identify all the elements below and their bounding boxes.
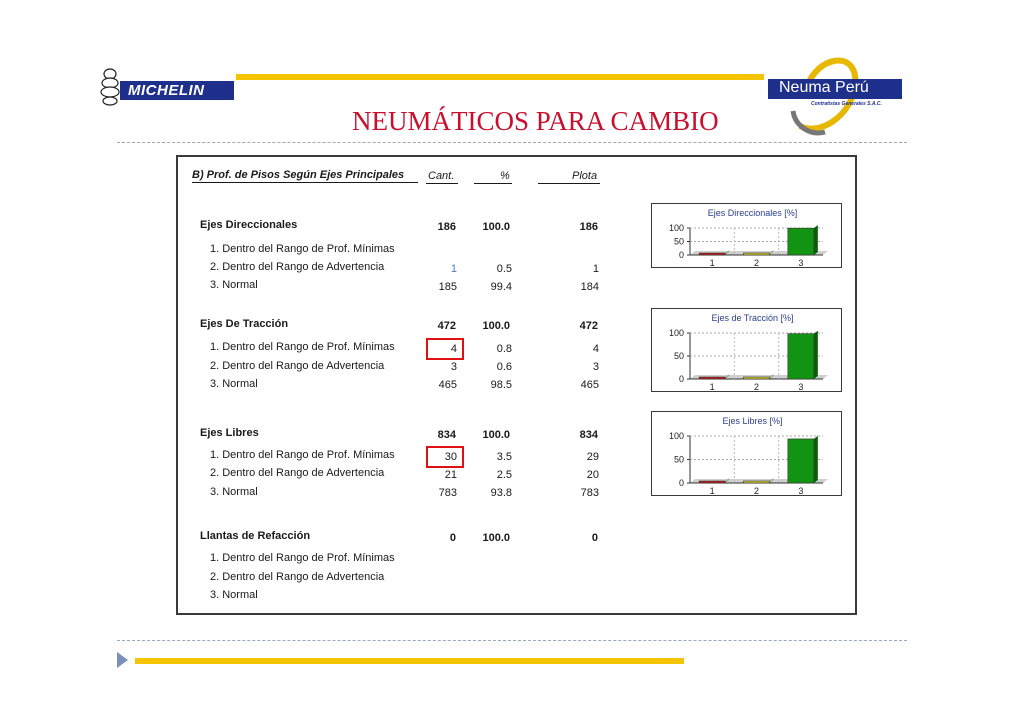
bar [788,439,814,483]
x-tick-label: 3 [798,258,804,267]
section-pct: 100.0 [482,429,510,441]
neuma-subtitle: Contratistas Generales S.A.C. [811,101,882,107]
table-title: B) Prof. de Pisos Según Ejes Principales [192,169,405,181]
x-tick-label: 3 [798,486,804,495]
x-tick-label: 2 [753,258,760,267]
bar [788,228,814,255]
bottom-divider [117,640,907,641]
section-pct: 100.0 [482,221,510,233]
neuma-wordmark: Neuma Perú [779,79,869,96]
y-tick-label: 50 [673,236,684,247]
report-panel [176,155,857,615]
section-cant: 834 [437,429,456,441]
bar-side [814,225,818,255]
row-cant: 1 [450,263,457,275]
section-name: Ejes De Tracción [200,318,289,330]
bar [744,377,770,379]
section-name: Llantas de Refacción [200,530,311,542]
row-cant: 3 [450,361,457,373]
row-label: 2. Dentro del Rango de Advertencia [210,360,385,372]
row-pct: 3.5 [496,451,512,463]
section-cant: 186 [437,221,456,233]
row-plota: 20 [586,469,599,481]
row-pct: 0.8 [496,343,512,355]
row-label: 2. Dentro del Rango de Advertencia [210,261,385,273]
row-label: 3. Normal [210,279,258,291]
bar [699,481,725,483]
row-label: 3. Normal [210,589,258,601]
slide-title: NEUMÁTICOS PARA CAMBIO [352,106,719,136]
y-tick-label: 0 [678,374,684,384]
row-plota: 184 [580,281,599,293]
chart-ejes-de-traccion [651,308,842,392]
col-underline-plota [538,183,600,184]
row-label: 3. Normal [210,378,258,390]
bar [788,334,814,379]
x-tick-label: 2 [753,486,760,495]
x-tick-label: 3 [798,382,804,391]
neuma-peru-logo [765,46,905,138]
x-tick-label: 1 [709,258,715,267]
top-divider [117,142,907,143]
row-cant: 30 [444,451,457,463]
section-pct: 100.0 [482,320,510,332]
x-tick-label: 2 [753,382,760,391]
michelin-wordmark: MICHELIN [128,82,205,99]
chart-title: Ejes Libres [%] [722,416,783,426]
col-header-plota: Plota [572,170,598,182]
bar [744,253,770,255]
row-plota: 3 [592,361,599,373]
bar-side [814,331,818,379]
bar-side [814,436,818,483]
row-label: 2. Dentro del Rango de Advertencia [210,571,385,583]
row-label: 1. Dentro del Rango de Prof. Mínimas [210,243,395,255]
row-label: 1. Dentro del Rango de Prof. Mínimas [210,552,395,564]
row-pct: 2.5 [496,469,512,481]
chart-ejes-direccionales [651,203,842,268]
row-label: 2. Dentro del Rango de Advertencia [210,467,385,479]
section-pct: 100.0 [482,532,510,544]
row-pct: 98.5 [490,379,512,391]
section-plota: 834 [579,429,598,441]
col-header-pct: % [500,170,510,182]
y-tick-label: 0 [678,478,684,488]
chart-ejes-libres [651,411,842,496]
col-underline-pct [474,183,512,184]
row-pct: 0.6 [496,361,512,373]
section-name: Ejes Libres [200,427,259,439]
section-cant: 0 [449,532,456,544]
michelin-logo [98,64,236,106]
row-cant: 465 [438,379,457,391]
section-plota: 186 [579,221,598,233]
chart-svg [652,204,841,267]
section-plota: 0 [591,532,598,544]
y-tick-label: 100 [668,223,684,233]
bar [699,377,725,379]
row-pct: 0.5 [496,263,512,275]
row-plota: 783 [580,487,599,499]
row-plota: 1 [592,263,599,275]
section-plota: 472 [579,320,598,332]
bar [699,253,725,255]
y-tick-label: 50 [673,454,684,465]
row-pct: 99.4 [490,281,512,293]
row-pct: 93.8 [490,487,512,499]
footer-accent-bar [135,658,684,664]
y-tick-label: 100 [668,328,684,338]
row-cant: 21 [444,469,457,481]
row-plota: 29 [586,451,599,463]
section-name: Ejes Direccionales [200,219,298,231]
x-tick-label: 1 [709,486,715,495]
row-label: 1. Dentro del Rango de Prof. Mínimas [210,449,395,461]
x-tick-label: 1 [709,382,715,391]
row-label: 3. Normal [210,486,258,498]
chart-svg [652,412,841,495]
row-cant: 783 [438,487,457,499]
y-tick-label: 0 [678,250,684,260]
col-header-cant: Cant. [428,170,455,182]
y-tick-label: 100 [668,431,684,441]
chart-svg [652,309,841,391]
footer-arrow-icon [117,652,128,668]
row-label: 1. Dentro del Rango de Prof. Mínimas [210,341,395,353]
y-tick-label: 50 [673,351,684,361]
row-cant: 4 [450,343,457,355]
header-accent-bar [236,74,764,80]
section-cant: 472 [437,320,456,332]
bar [744,481,770,483]
row-plota: 4 [592,343,599,355]
col-underline-cant [426,183,458,184]
title-underline [192,182,418,183]
row-cant: 185 [438,281,457,293]
chart-title: Ejes de Tracción [%] [711,313,794,323]
row-plota: 465 [580,379,599,391]
chart-title: Ejes Direccionales [%] [707,208,798,218]
